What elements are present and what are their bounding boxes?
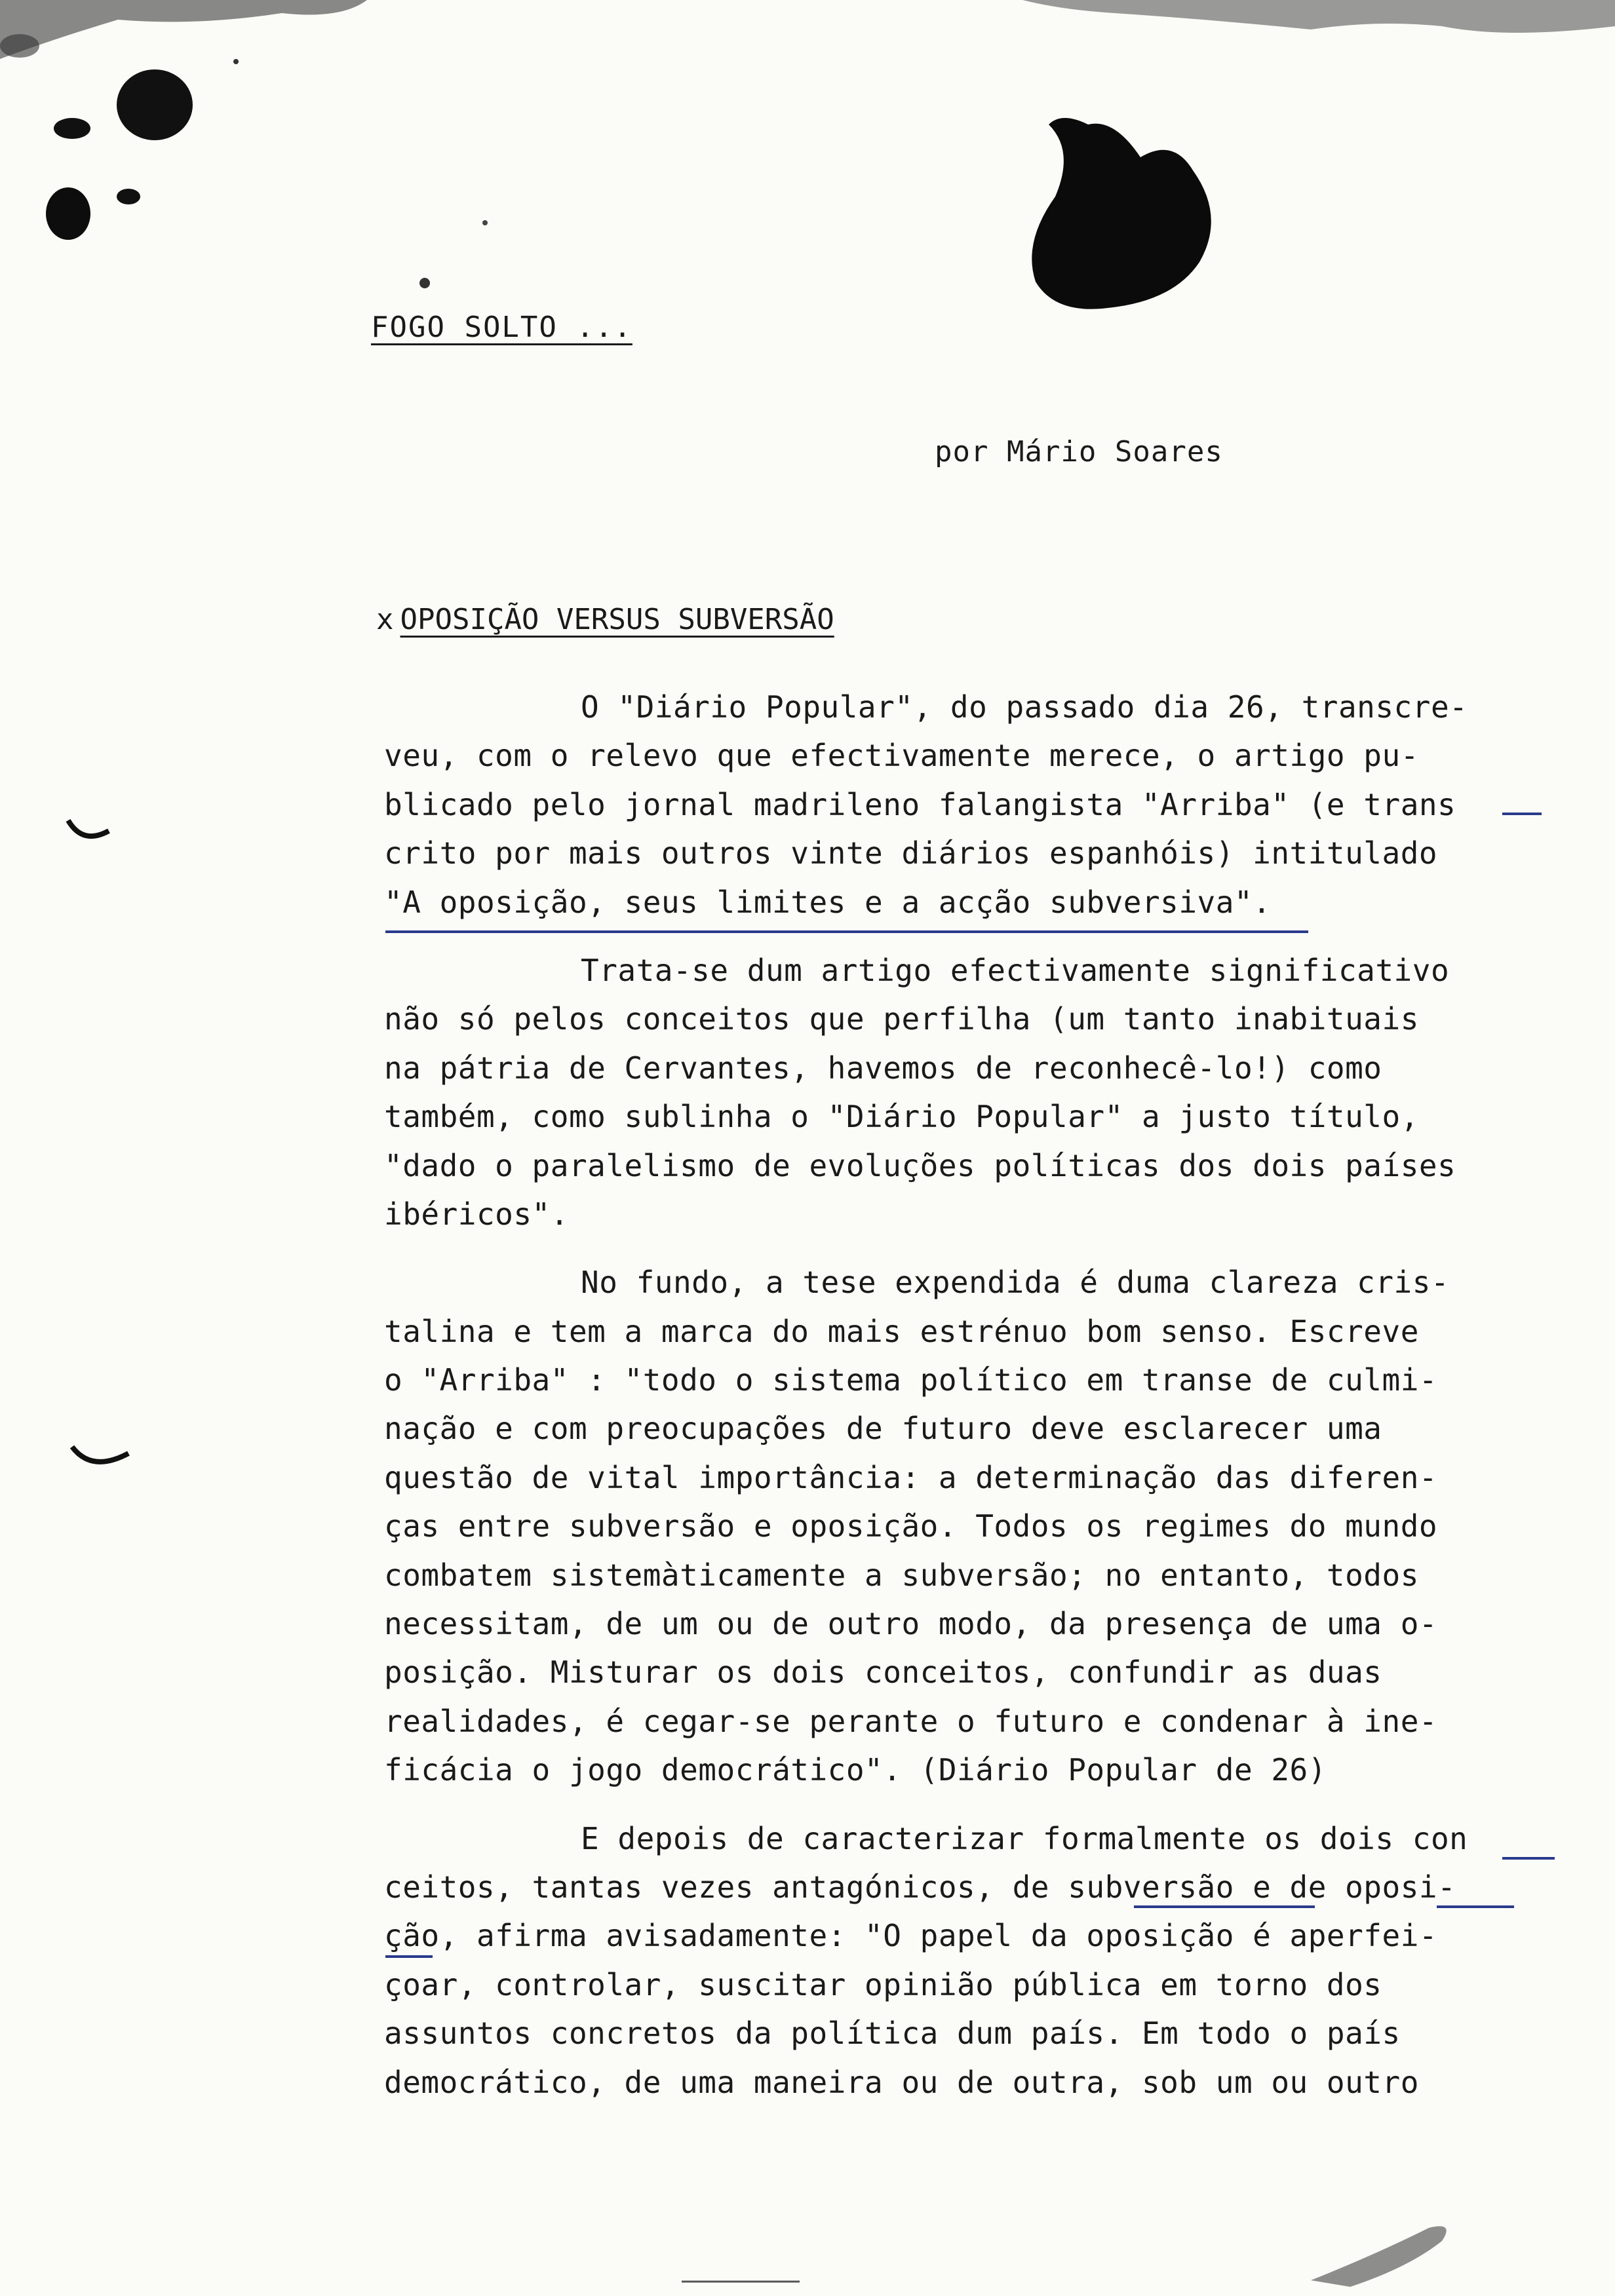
text-line: também, como sublinha o "Diário Popular" a justo título, xyxy=(384,1099,1419,1135)
text-line: talina e tem a marca do mais estrénuo bom senso. Escreve xyxy=(384,1313,1419,1349)
text-line: veu, com o relevo que efectivamente merece, o artigo pu- xyxy=(384,738,1419,774)
text-line: na pátria de Cervantes, havemos de reconhecê-lo!) como xyxy=(384,1050,1382,1086)
text-line: realidades, é cegar-se perante o futuro e condenar à ine- xyxy=(384,1703,1438,1739)
text-line: o "Arriba" : "todo o sistema político em transe de culmi- xyxy=(384,1362,1438,1398)
paragraph-3 xyxy=(384,1258,1551,1794)
text-line: çoar, controlar, suscitar opinião pública em torno dos xyxy=(384,1966,1382,2002)
text-line: "dado o paralelismo de evoluções políticas dos dois países xyxy=(384,1147,1456,1183)
paragraph-1 xyxy=(384,683,1551,927)
text-line: combatem sistemàticamente a subversão; no entanto, todos xyxy=(384,1557,1419,1593)
text-line: não só pelos conceitos que perfilha (um tanto inabituais xyxy=(384,1001,1419,1037)
text-line: posição. Misturar os dois conceitos, confundir as duas xyxy=(384,1655,1382,1691)
section-heading xyxy=(376,603,834,636)
document-title: FOGO SOLTO ... xyxy=(371,311,632,344)
text-line: crito por mais outros vinte diários espanhóis) intitulado xyxy=(384,835,1438,871)
text-line: ficácia o jogo democrático". (Diário Popular de 26) xyxy=(384,1752,1327,1788)
text-line: ção, afirma avisadamente: "O papel da oposição é aperfei- xyxy=(384,1918,1438,1954)
paragraph-4 xyxy=(384,1814,1551,2107)
text-line: ceitos, tantas vezes antagónicos, de subversão e de oposi- xyxy=(384,1869,1456,1905)
text-line: O "Diário Popular", do passado dia 26, transcre- xyxy=(581,689,1468,725)
text-line: necessitam, de um ou de outro modo, da presença de uma o- xyxy=(384,1606,1438,1642)
text-line: Trata-se dum artigo efectivamente significativo xyxy=(581,952,1450,988)
paragraph-gap xyxy=(384,1238,1551,1258)
text-line: ibéricos". xyxy=(384,1196,569,1232)
article-body xyxy=(384,683,1551,2107)
text-line: democrático, de uma maneira ou de outra, sob um ou outro xyxy=(384,2064,1419,2100)
text-line: nação e com preocupações de futuro deve esclarecer uma xyxy=(384,1411,1382,1447)
paragraph-gap xyxy=(384,1795,1551,1814)
section-marker: x xyxy=(376,603,394,636)
text-line: blicado pelo jornal madrileno falangista "Arriba" (e trans xyxy=(384,786,1456,822)
text-line: ças entre subversão e oposição. Todos os regimes do mundo xyxy=(384,1508,1438,1544)
author-byline: por Mário Soares xyxy=(935,435,1223,469)
paragraph-gap xyxy=(384,927,1551,946)
paragraph-2 xyxy=(384,946,1551,1238)
section-heading-text: OPOSIÇÃO VERSUS SUBVERSÃO xyxy=(400,603,834,636)
text-line: assuntos concretos da política dum país. Em todo o país xyxy=(384,2016,1401,2052)
text-line: No fundo, a tese expendida é duma clareza cris- xyxy=(581,1265,1450,1301)
text-line: E depois de caracterizar formalmente os dois con xyxy=(581,1820,1468,1856)
text-line: questão de vital importância: a determinação das diferen- xyxy=(384,1459,1438,1495)
text-line: "A oposição, seus limites e a acção subversiva". xyxy=(384,884,1272,920)
